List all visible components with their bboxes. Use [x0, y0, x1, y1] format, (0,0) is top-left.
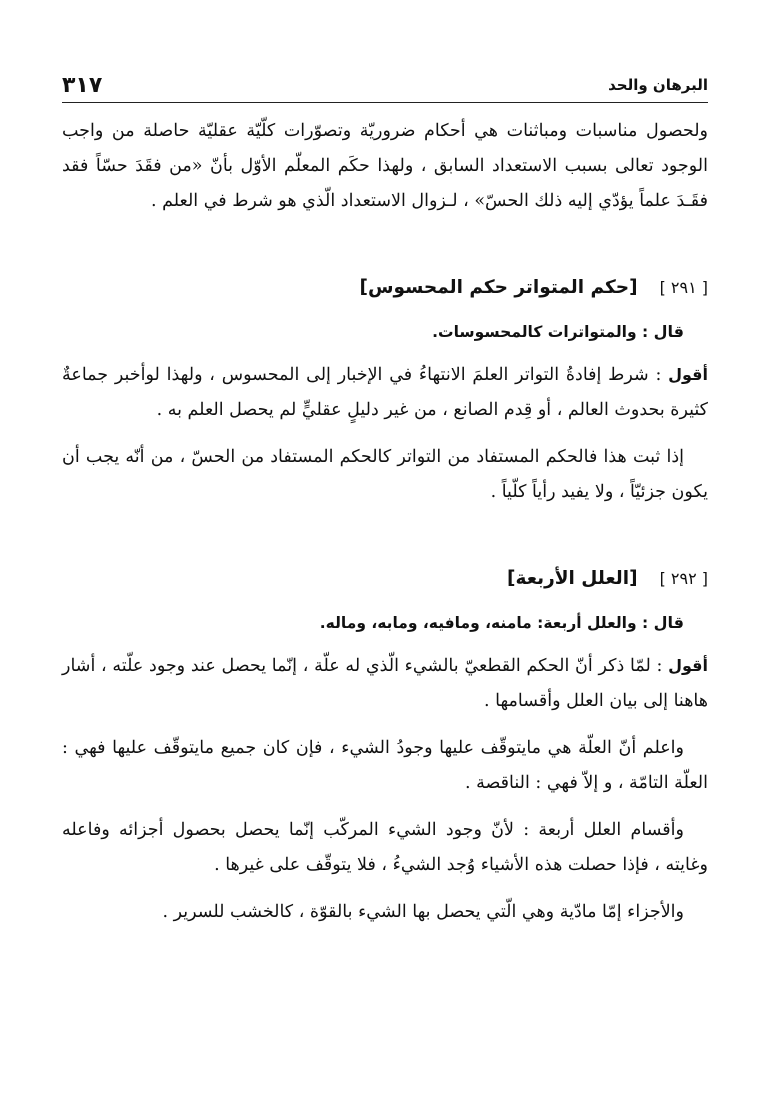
section-number: [ ٢٩١ ]	[659, 278, 708, 297]
page-content	[62, 114, 708, 942]
aqul-paragraph	[62, 357, 708, 428]
page-number: ٣١٧	[62, 73, 103, 98]
paragraph-illa-definition: واعلم أنّ العلّة هي مايتوقّف عليها وجودُ الشيء ، فإن كان جميع مايتوقّف عليها فهي : العلّة التامّة ، و إلاّ فهي : الناقصة .	[62, 738, 708, 793]
paragraph-illa-divisions: وأقسام العلل أربعة : لأنّ وجود الشيء المركّب إنّما يحصل بحصول أجزائه وفاعله وغايته ، فإذا حصلت هذه الأشياء وُجد الشيءُ ، فلا يتوقّف على غيرها .	[62, 820, 708, 875]
section-heading-291	[62, 271, 708, 305]
qala-text: : والعلل أربعة: مامنه، ومافيه، ومابه، وماله.	[319, 614, 654, 632]
aqul-label: أقول	[668, 365, 708, 384]
qala-line	[62, 315, 684, 349]
qala-line	[62, 606, 684, 640]
aqul-text: : شرط إفادةُ التواتر العلمَ الانتهاءُ في الإخبار إلى المحسوس ، ولهذا لوأخبر جماعةٌ كثيرة بحدوث العالم ، أو قِدم الصانع ، من غير دليلٍ عقليٍّ لم يحصل العلم به .	[62, 365, 708, 420]
aqul-label: أقول	[668, 656, 708, 675]
section-gap	[62, 231, 708, 271]
aqul-text: : لمّا ذكر أنّ الحكم القطعيّ بالشيء الّذي له علّة ، إنّما يحصل عند وجود علّته ، أشار هاهنا إلى بيان العلل وأقسامها .	[62, 656, 708, 711]
qala-text: : والمتواترات كالمحسوسات.	[432, 323, 654, 341]
section-title: [حكم المتواتر حكم المحسوس]	[359, 277, 638, 298]
running-title: البرهان والحد	[608, 76, 708, 94]
section-number: [ ٢٩٢ ]	[659, 569, 708, 588]
qala-label: قال	[653, 322, 684, 341]
paragraph-material-parts: والأجزاء إمّا مادّية وهي الّتي يحصل بها الشيء بالقوّة ، كالخشب للسرير .	[162, 902, 684, 922]
section-title: [العلل الأربعة]	[507, 568, 638, 589]
aqul-paragraph	[62, 648, 708, 719]
paragraph-tawatur: إذا ثبت هذا فالحكم المستفاد من التواتر كالحكم المستفاد من الحسّ ، من أنّه يجب أن يكون جزئيّاً ، ولا يفيد رأياً كلّياً .	[62, 447, 708, 502]
section-heading-292	[62, 562, 708, 596]
section-gap	[62, 522, 708, 562]
paragraph-intro: ولحصول مناسبات ومباثنات هي أحكام ضروريّة وتصوّرات كلّيّة عقليّة حاصلة من واجب الوجود تعالى بسبب الاستعداد السابق ، ولهذا حكَم المعلّم الأوّل بأنّ «من فقَدَ حسّاً فقد فقَـدَ علماً يؤدّي إليه ذلك الحسّ» ، لـزوال الاستعداد الّذي هو شرط في العلم .	[62, 121, 708, 211]
qala-label: قال	[653, 613, 684, 632]
page-header	[62, 68, 708, 103]
